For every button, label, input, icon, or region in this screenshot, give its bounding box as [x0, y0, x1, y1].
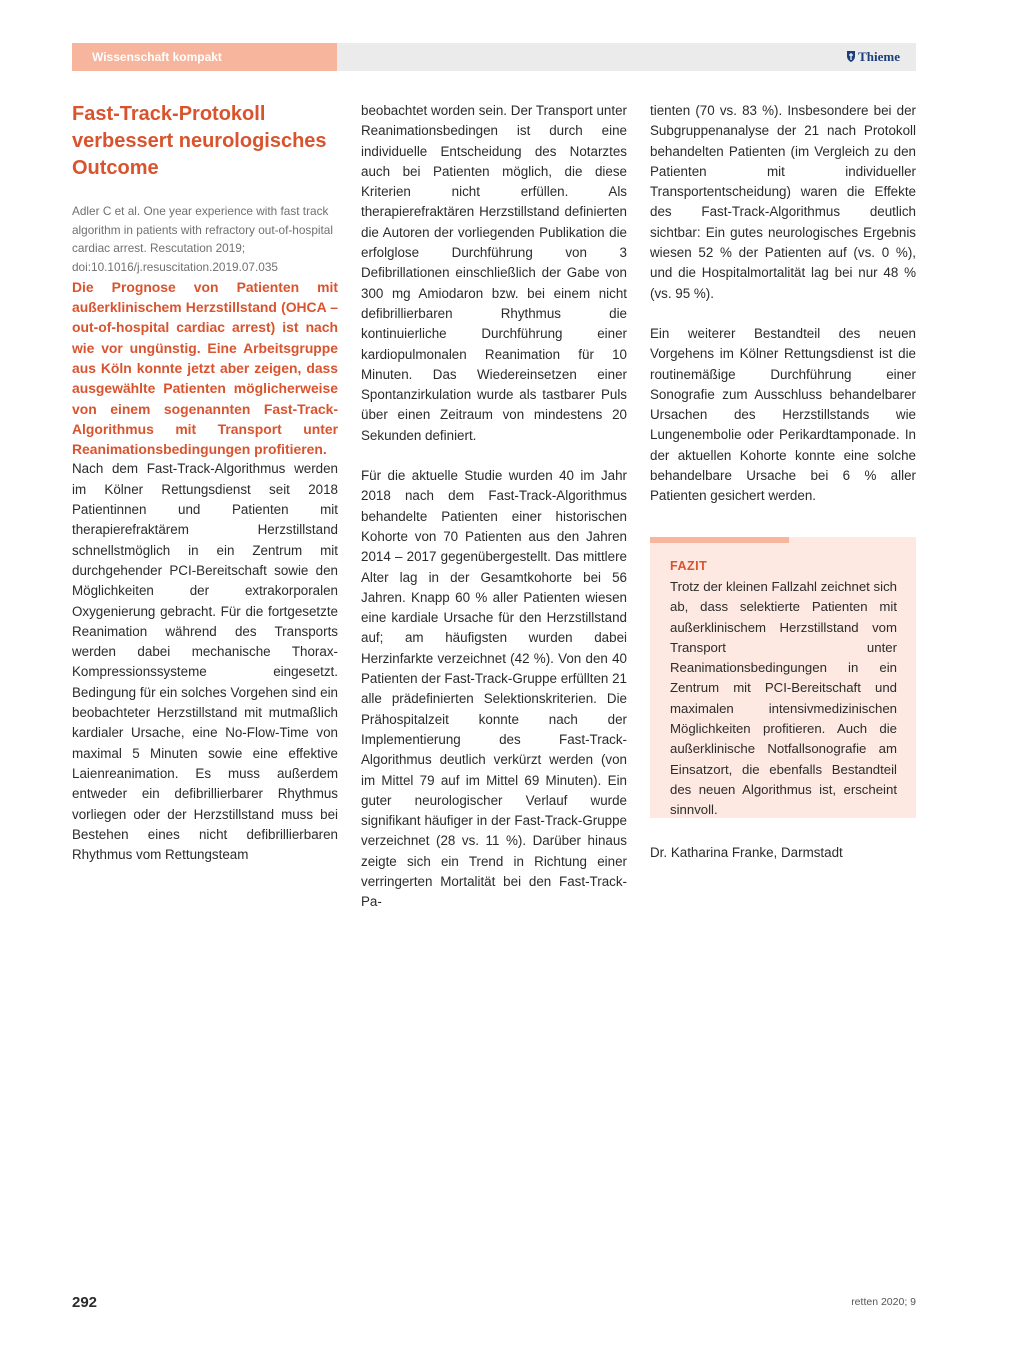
fazit-accent-bar [650, 537, 789, 543]
fazit-box [650, 537, 916, 818]
header-bar [337, 43, 916, 71]
body-paragraph: beobachtet worden sein. Der Transport unter Reanimationsbedingen ist durch eine individuelle Entscheidung des Notarztes auch bei Patienten möglich, die diese Kriterien nicht erfüllen. Als therapierefraktären Herzstillstand definierten die Autoren der vorliegenden Publikation die erfolglose Durchführung von 3 Defibrillationen einschließlich der Gabe von 300 mg Amiodaron bzw. bei einem nicht defibrillierbaren Rhythmus die kontinuierliche Durchführung einer kardiopulmonalen Reanimation für 10 Minuten. Das Wiedereinsetzen einer Spontanzirkulation wurde als tastbarer Puls über einen Zeitraum von mindestens 20 Sekunden definiert. [361, 103, 627, 443]
section-label: Wissenschaft kompakt [72, 43, 337, 71]
column-3 [650, 101, 916, 507]
body-paragraph: Nach dem Fast-Track-Algorithmus werden im Kölner Rettungsdienst seit 2018 Patientinnen und Patienten mit therapierefraktärem Herzstillstand schnellstmöglich in ein Zentrum mit durchgehender PCI-Bereitschaft sowie den Möglichkeiten der extrakorporalen Oxygenierung gebracht. Für die fortgesetzte Reanimation während des Transports werden dabei mechanische Thorax-Kompressionssysteme eingesetzt. Bedingung für ein solches Vorgehen sind ein beobachteter Herzstillstand mit mutmaßlich kardialer Ursache, eine No-Flow-Time von maximal 5 Minuten sowie eine effektive Laienreanimation. Es muss außerdem entweder ein defibrillierbarer Rhythmus vorliegen oder der Herzstillstand muss bei Bestehen eines nicht defibrillierbaren Rhythmus vom Rettungsteam [72, 461, 338, 863]
fazit-text: Trotz der kleinen Fallzahl zeichnet sich ab, dass selektierte Patienten mit außerklinischem Herzstillstand vom Transport unter Reanimationsbedingungen in ein Zentrum mit PCI-Bereitschaft und maximalen intensivmedizinischen Möglichkeiten profitieren. Auch die außerklinische Notfallsonografie am Einsatzort, die ebenfalls Bestandteil des neuen Algorithmus ist, erscheint sinnvoll. [670, 579, 897, 818]
column-1 [72, 101, 338, 865]
body-paragraph: Für die aktuelle Studie wurden 40 im Jahr 2018 nach dem Fast-Track-Algorithmus behandelte Patienten einer historischen Kohorte von 70 Patienten aus den Jahren 2014 – 2017 gegenübergestellt. Das mittlere Alter lag in der Gesamtkohorte bei 56 Jahren. Knapp 60 % aller Patienten wiesen eine kardiale Ursache für den Herzstillstand auf; am häufigsten wurden dabei Herzinfarkte verzeichnet (42 %). Von den 40 Patienten der Fast-Track-Gruppe erfüllten 21 alle prädefinierten Selektionskriterien. Die Prähospitalzeit konnte nach der Implementierung des Fast-Track-Algorithmus deutlich verkürzt werden (von im Mittel 79 auf im Mittel 69 Minuten). Ein guter neurologischer Verlauf wurde signifikant häufiger in der Fast-Track-Gruppe verzeichnet (28 vs. 11 %). Darüber hinaus zeigte sich ein Trend in Richtung einer verringerten Mortalität bei den Fast-Track-Pa- [361, 468, 627, 910]
lead-paragraph: Die Prognose von Patienten mit außerklinischem Herzstillstand (OHCA – out-of-hospital cardiac arrest) ist nach wie vor ungünstig. Eine Arbeitsgruppe aus Köln konnte jetzt aber zeigen, dass ausgewählte Patienten möglicherweise von einem sogenannten Fast-Track-Algorithmus mit Transport unter Reanimationsbedingungen profitieren. [72, 278, 338, 458]
publisher-name: Thieme [858, 49, 900, 64]
journal-reference: retten 2020; 9 [851, 1296, 916, 1308]
thieme-shield-icon [846, 50, 856, 63]
publisher-logo [846, 43, 900, 71]
fazit-heading: FAZIT [670, 559, 708, 573]
body-paragraph: tienten (70 vs. 83 %). Insbesondere bei der Subgruppenanalyse der 21 nach Protokoll behandelten Patienten (im Vergleich zu den Patienten mit individueller Transportentscheidung) waren die Effekte des Fast-Track-Algorithmus deutlich sichtbar: Ein gutes neurologisches Ergebnis wiesen 52 % der Patienten auf (vs. 0 %), und die Hospitalmortalität lag bei nur 48 % (vs. 95 %). [650, 103, 916, 301]
citation: Adler C et al. One year experience with fast track algorithm in patients with refractory out-of-hospital cardiac arrest. Rescutation 2019; doi:10.1016/j.resuscitation.2019.07.035 [72, 204, 333, 275]
author: Dr. Katharina Franke, Darmstadt [650, 845, 843, 860]
page-number: 292 [72, 1294, 98, 1311]
column-2 [361, 101, 627, 913]
article-title: Fast-Track-Protokoll verbessert neurologisches Outcome [72, 103, 327, 179]
body-paragraph: Ein weiterer Bestandteil des neuen Vorgehens im Kölner Rettungsdienst ist die routinemäßige Durchführung einer Sonografie zum Ausschluss behandelbarer Ursachen des Herzstillstands wie Lungenembolie oder Perikardtamponade. In der aktuellen Kohorte konnte eine solche behandelbare Ursache bei 6 % aller Patienten gesichert werden. [650, 325, 916, 504]
